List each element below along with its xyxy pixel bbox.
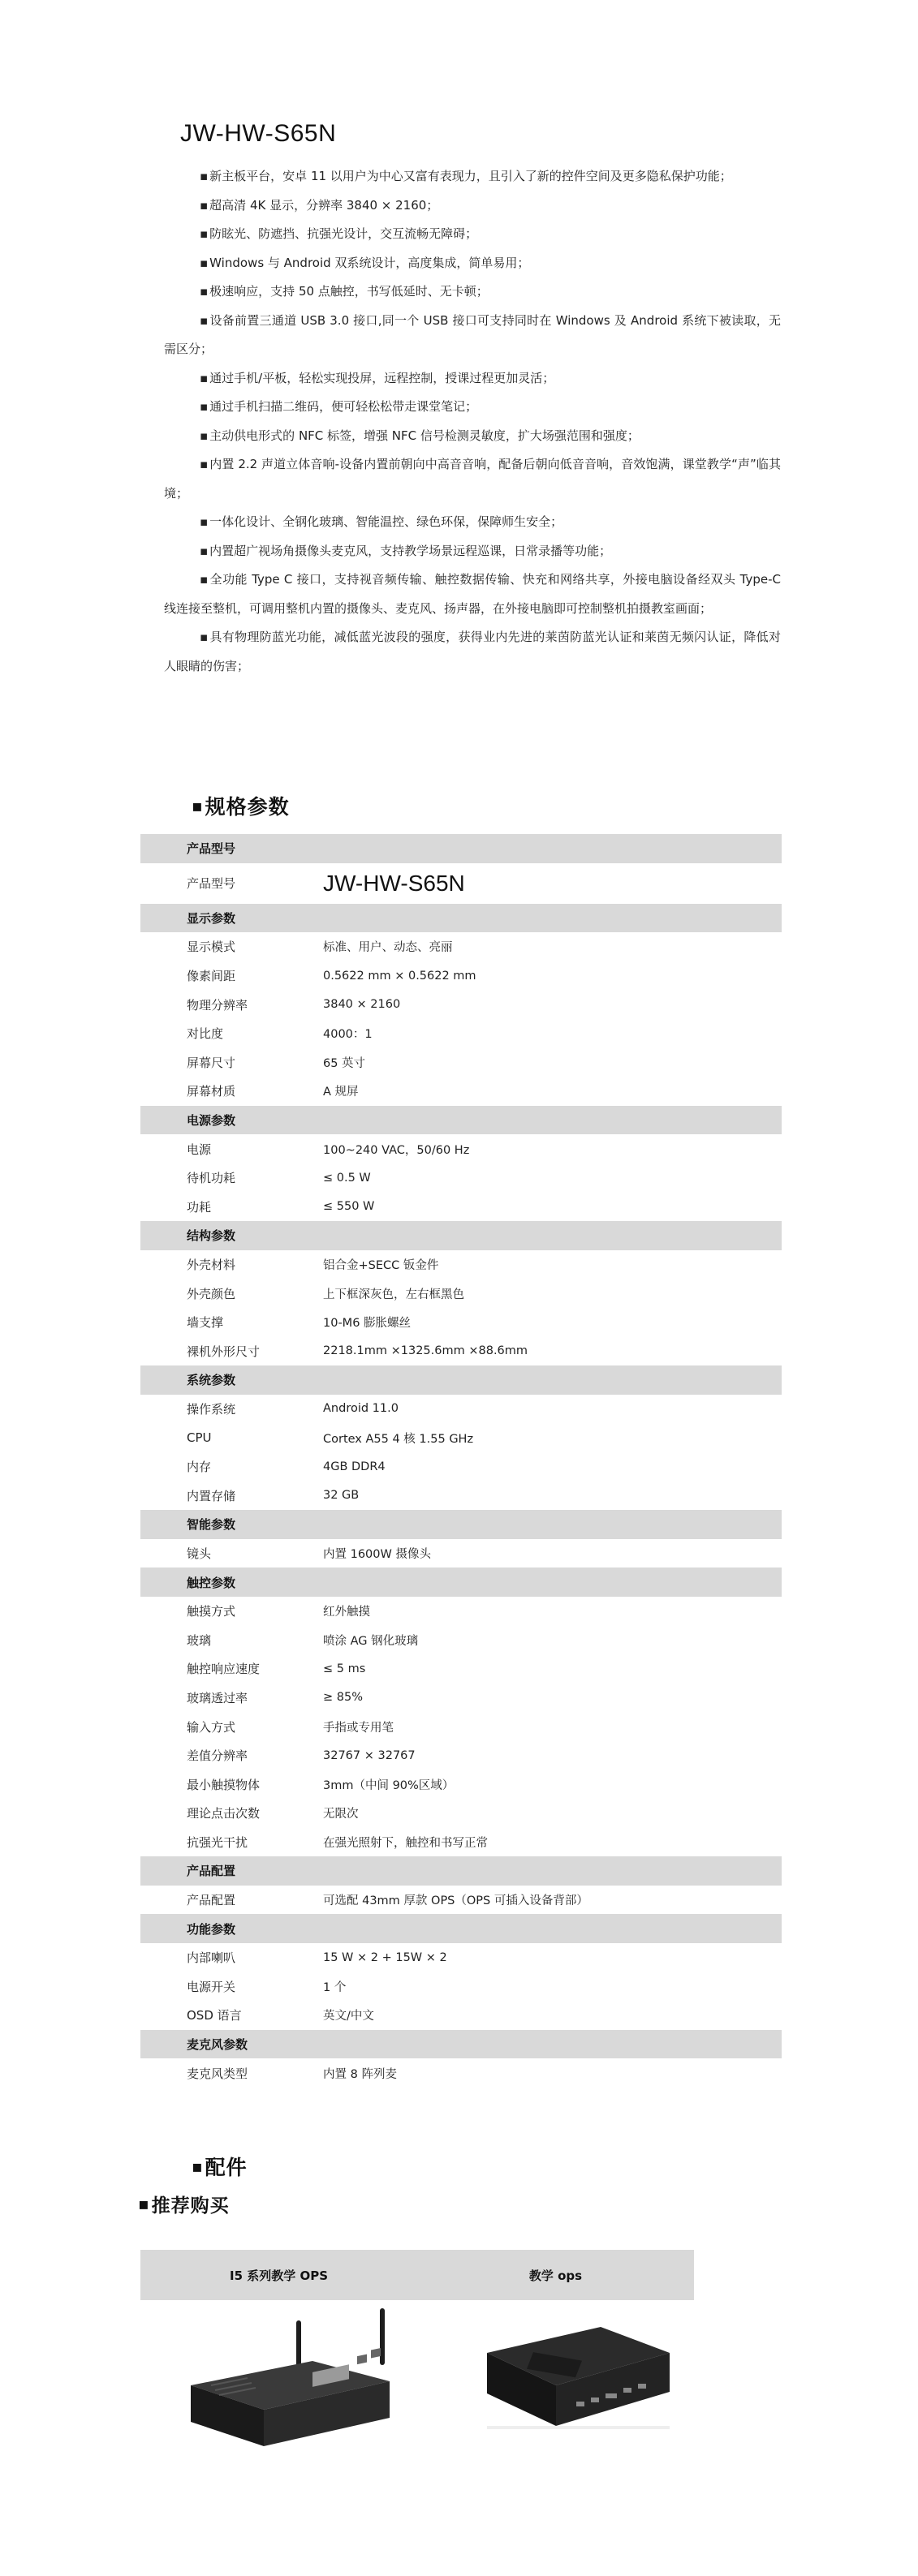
ops-i5-image — [175, 2304, 402, 2466]
bullet-icon: ▪ — [200, 197, 209, 213]
spec-label: 外壳材料 — [187, 1258, 236, 1273]
spec-label: 屏幕材质 — [187, 1084, 236, 1099]
spec-label: 功耗 — [187, 1199, 212, 1215]
spec-group-row — [140, 1365, 782, 1395]
spec-label: 待机功耗 — [187, 1171, 236, 1186]
feature-text: 内置 2.2 声道立体音响-设备内置前朝向中高音音响，配备后朝向低音音响，音效饱满，课堂教学“声”临其境； — [164, 457, 781, 501]
spec-label: 内部喇叭 — [187, 1950, 236, 1966]
spec-label: 差值分辨率 — [187, 1748, 248, 1764]
spec-row — [140, 1163, 782, 1193]
spec-row — [140, 1452, 782, 1482]
bullet-icon: ▪ — [200, 370, 209, 385]
spec-value: ≤ 0.5 W — [323, 1171, 371, 1185]
spec-row — [140, 1395, 782, 1424]
ops-port-2 — [371, 2348, 381, 2359]
spec-group-label: 产品型号 — [187, 841, 236, 857]
feature-item — [164, 191, 781, 221]
feature-item — [164, 162, 781, 191]
spec-value: 内置 1600W 摄像头 — [323, 1547, 431, 1561]
recommend-heading-text: 推荐购买 — [151, 2195, 230, 2217]
bullet-icon: ▪ — [200, 572, 209, 587]
spec-value: 红外触摸 — [323, 1606, 370, 1619]
spec-value: 标准、用户、动态、亮丽 — [323, 941, 453, 955]
spec-group-row — [140, 2030, 782, 2059]
spec-label: 内存 — [187, 1460, 212, 1475]
spec-value: JW-HW-S65N — [323, 870, 465, 896]
accessory-header — [140, 2250, 694, 2300]
bullet-icon: ▪ — [200, 312, 209, 328]
feature-text: 极速响应，支持 50 点触控，书写低延时、无卡顿； — [209, 284, 489, 299]
spec-row — [140, 2001, 782, 2030]
spec-row — [140, 1972, 782, 2002]
spec-label: 理论点击次数 — [187, 1806, 261, 1821]
spec-label: 内置存储 — [187, 1488, 236, 1503]
spec-value: 32767 × 32767 — [323, 1748, 416, 1762]
spec-row — [140, 1481, 782, 1510]
spec-group-row — [140, 1221, 782, 1250]
feature-item — [164, 277, 781, 307]
spec-value: 英文/中文 — [323, 2010, 374, 2023]
spec-row — [140, 1597, 782, 1626]
spec-label: 操作系统 — [187, 1401, 236, 1417]
spec-label: 玻璃 — [187, 1632, 212, 1648]
spec-value: 4GB DDR4 — [323, 1460, 386, 1473]
spec-row — [140, 1134, 782, 1163]
spec-row — [140, 1048, 782, 1077]
feature-text: 超高清 4K 显示，分辨率 3840 × 2160； — [209, 197, 439, 213]
spec-value: A 规屏 — [323, 1086, 359, 1099]
feature-item — [164, 422, 781, 451]
spec-row — [140, 1684, 782, 1713]
spec-label: 对比度 — [187, 1026, 224, 1042]
accessory-title-ops-i5: I5 系列教学 OPS — [229, 2268, 328, 2283]
bullet-icon: ▪ — [200, 226, 209, 241]
spec-row — [140, 1337, 782, 1366]
feature-item — [164, 623, 781, 681]
spec-group-label: 智能参数 — [187, 1517, 236, 1533]
spec-row — [140, 961, 782, 991]
spec-row — [140, 1077, 782, 1106]
spec-group-row — [140, 1568, 782, 1597]
spec-row — [140, 1654, 782, 1684]
spec-label: 裸机外形尺寸 — [187, 1344, 261, 1359]
accessories-heading-text: 配件 — [205, 2156, 248, 2179]
spec-label: 外壳颜色 — [187, 1286, 236, 1301]
spec-value: ≤ 550 W — [323, 1200, 375, 1214]
spec-group-label: 功能参数 — [187, 1921, 236, 1937]
spec-row — [140, 990, 782, 1019]
feature-item — [164, 307, 781, 364]
spec-label: 最小触摸物体 — [187, 1777, 261, 1792]
spec-group-row — [140, 1856, 782, 1886]
bullet-icon: ▪ — [200, 514, 209, 529]
spec-row — [140, 1625, 782, 1654]
spec-value: 喷涂 AG 钢化玻璃 — [323, 1634, 419, 1648]
feature-item — [164, 537, 781, 566]
bullet-icon: ▪ — [200, 169, 209, 183]
bullet-icon: ▪ — [200, 255, 209, 270]
feature-item — [164, 566, 781, 623]
feature-text: 设备前置三通道 USB 3.0 接口,同一个 USB 接口可支持同时在 Windows 及 Android 系统下被读取，无需区分； — [164, 312, 781, 356]
spec-label: 电源 — [187, 1142, 212, 1157]
spec-group-label: 触控参数 — [187, 1575, 236, 1590]
spec-label: 产品型号 — [187, 876, 236, 892]
accessories-heading — [192, 2152, 248, 2181]
spec-value: 100~240 VAC，50/60 Hz — [323, 1143, 470, 1157]
spec-row — [140, 1193, 782, 1222]
spec-row — [140, 1741, 782, 1770]
bullet-icon: ▪ — [200, 543, 209, 558]
spec-row — [140, 1828, 782, 1857]
spec-label: 触控响应速度 — [187, 1662, 261, 1677]
feature-text: 全功能 Type C 接口，支持视音频传输、触控数据传输、快充和网络共享，外接电脑设备经双头 Type-C 线连接至整机，可调用整机内置的摄像头、麦克风、扬声器，在外接电脑即可控制整机拍摄教室画面； — [164, 572, 781, 616]
spec-row — [140, 1279, 782, 1308]
spec-value: 3840 × 2160 — [323, 998, 401, 1012]
spec-value: 可选配 43mm 厚款 OPS（OPS 可插入设备背部） — [323, 1894, 588, 1908]
spec-value: 3mm（中间 90%区域） — [323, 1778, 455, 1792]
spec-value: 内置 8 阵列麦 — [323, 2067, 397, 2081]
spec-label: 镜头 — [187, 1546, 212, 1561]
spec-value: 10-M6 膨胀螺丝 — [323, 1317, 412, 1331]
spec-value: 铝合金+SECC 钣金件 — [323, 1259, 439, 1273]
spec-value: ≥ 85% — [323, 1691, 363, 1705]
spec-group-label: 系统参数 — [187, 1373, 236, 1388]
spec-value: 手指或专用笔 — [323, 1721, 394, 1735]
spec-label: 麦克风类型 — [187, 2066, 248, 2081]
spec-value: 32 GB — [323, 1489, 360, 1503]
feature-item — [164, 249, 781, 278]
feature-text: 通过手机/平板，轻松实现投屏，远程控制，授课过程更加灵活； — [209, 370, 555, 385]
spec-row — [140, 1308, 782, 1337]
spec-label: 显示模式 — [187, 940, 236, 955]
spec-table — [140, 834, 782, 2088]
spec-value: 2218.1mm ×1325.6mm ×88.6mm — [323, 1344, 528, 1358]
spec-group-label: 电源参数 — [187, 1113, 236, 1129]
bullet-icon: ▪ — [200, 399, 209, 414]
accessory-title-ops: 教学 ops — [528, 2268, 583, 2283]
bullet-icon: ▪ — [200, 457, 209, 471]
spec-value: 在强光照射下，触控和书写正常 — [323, 1836, 488, 1850]
spec-label: 产品配置 — [187, 1893, 236, 1908]
spec-label: 玻璃透过率 — [187, 1690, 248, 1705]
bullet-icon: ▪ — [200, 428, 209, 443]
feature-text: 一体化设计、全钢化玻璃、智能温控、绿色环保，保障师生安全； — [209, 514, 563, 529]
spec-group-row — [140, 904, 782, 933]
spec-label: 墙支撑 — [187, 1315, 224, 1331]
spec-value: 0.5622 mm × 0.5622 mm — [323, 969, 476, 983]
spec-value: 1 个 — [323, 1980, 347, 1994]
spec-row — [140, 863, 782, 904]
feature-text: Windows 与 Android 双系统设计，高度集成，简单易用； — [209, 255, 530, 270]
spec-row — [140, 1799, 782, 1828]
specs-heading-text: 规格参数 — [205, 795, 290, 819]
feature-text: 防眩光、防遮挡、抗强光设计，交互流畅无障碍； — [209, 226, 478, 241]
spec-group-label: 产品配置 — [187, 1864, 236, 1879]
antenna-2 — [380, 2308, 385, 2365]
ops-edge — [487, 2426, 670, 2429]
bullet-icon: ▪ — [200, 284, 209, 299]
specs-heading — [192, 791, 290, 820]
spec-value: ≤ 5 ms — [323, 1662, 366, 1675]
spec-value: 4000：1 — [323, 1028, 373, 1042]
spec-label: 抗强光干扰 — [187, 1834, 248, 1850]
spec-row — [140, 932, 782, 961]
spec-row — [140, 2058, 782, 2088]
spec-group-row — [140, 1106, 782, 1135]
feature-text: 主动供电形式的 NFC 标签，增强 NFC 信号检测灵敏度，扩大场强范围和强度； — [209, 428, 640, 443]
spec-label: 物理分辨率 — [187, 997, 248, 1013]
spec-row — [140, 1250, 782, 1279]
antenna-1 — [296, 2320, 301, 2371]
spec-value: Android 11.0 — [323, 1402, 399, 1416]
ops-port-1 — [357, 2355, 367, 2365]
spec-row — [140, 1712, 782, 1741]
spec-label: 输入方式 — [187, 1719, 236, 1735]
spec-label: CPU — [187, 1430, 212, 1446]
spec-row — [140, 1423, 782, 1452]
spec-value: 65 英寸 — [323, 1056, 366, 1070]
product-title: JW-HW-S65N — [180, 120, 337, 147]
bullet-icon: ▪ — [192, 796, 204, 815]
spec-value: Cortex A55 4 核 1.55 GHz — [323, 1432, 474, 1446]
spec-value: 上下框深灰色，左右框黑色 — [323, 1288, 464, 1301]
spec-row — [140, 1019, 782, 1048]
feature-text: 通过手机扫描二维码，便可轻松松带走课堂笔记； — [209, 399, 478, 414]
spec-label: 电源开关 — [187, 1979, 236, 1994]
feature-text: 具有物理防蓝光功能，减低蓝光波段的强度，获得业内先进的莱茵防蓝光认证和莱茵无频闪认证，降低对人眼睛的伤害； — [164, 630, 781, 673]
spec-label: 像素间距 — [187, 969, 236, 984]
feature-item — [164, 220, 781, 249]
bullet-icon: ▪ — [200, 630, 209, 644]
bullet-icon: ▪ — [138, 2194, 150, 2213]
ops-image — [455, 2320, 682, 2458]
feature-text: 内置超广视场角摄像头麦克风，支持教学场景远程巡课，日常录播等功能； — [209, 543, 612, 558]
spec-row — [140, 1886, 782, 1915]
spec-row — [140, 1770, 782, 1799]
feature-item — [164, 364, 781, 393]
spec-label: OSD 语言 — [187, 2008, 242, 2023]
feature-item — [164, 508, 781, 537]
spec-group-label: 显示参数 — [187, 910, 236, 926]
spec-group-row — [140, 1510, 782, 1539]
spec-value: 15 W × 2 + 15W × 2 — [323, 1950, 447, 1964]
spec-value: 无限次 — [323, 1808, 359, 1821]
spec-group-row — [140, 1914, 782, 1943]
feature-list — [164, 162, 781, 681]
spec-label: 屏幕尺寸 — [187, 1055, 236, 1070]
spec-row — [140, 1539, 782, 1568]
bullet-icon: ▪ — [192, 2157, 204, 2176]
spec-row — [140, 1943, 782, 1972]
recommend-heading — [138, 2191, 230, 2217]
spec-group-label: 结构参数 — [187, 1228, 236, 1244]
spec-label: 触摸方式 — [187, 1604, 236, 1619]
feature-item — [164, 450, 781, 508]
spec-group-label: 麦克风参数 — [187, 2037, 248, 2053]
feature-item — [164, 393, 781, 422]
spec-group-row — [140, 834, 782, 863]
feature-text: 新主板平台，安卓 11 以用户为中心又富有表现力，且引入了新的控件空间及更多隐私保护功能； — [209, 169, 732, 183]
